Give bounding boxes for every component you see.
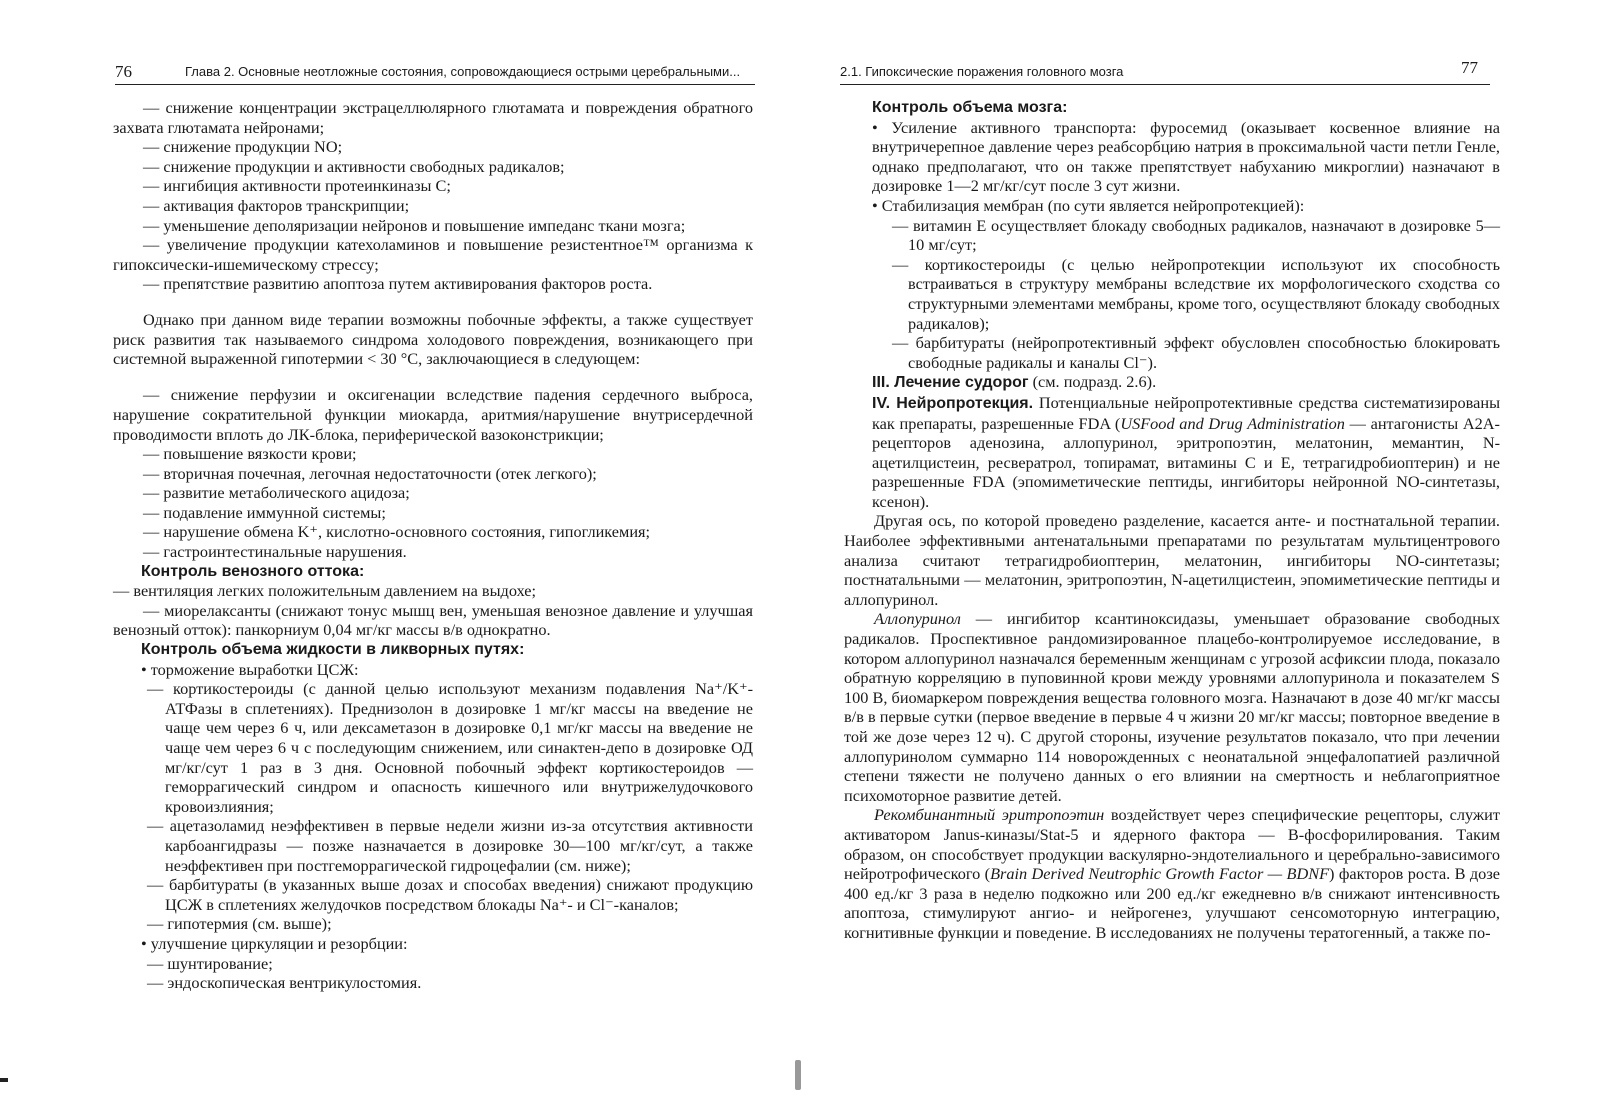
section-iv-text-b: — антагонисты A2A-рецепторов аденозина, аллопуринол, эритропоэтин, мелатонин, мемантин, N-ацетилцистеин, ресвератрол, топирамат, витамины С и Е, тетрагидробиоптерин) и не разрешенные FDA (эпомиметические пептиды, ингибиторы нейронной NO-синтетазы, ксенон). (872, 413, 1500, 511)
text-line: — снижение концентрации экстрацеллюлярного глютамата и повреждения обратного захвата глютамата нейронами; (113, 98, 753, 137)
brain-volume-heading: Контроль объема мозга: (872, 99, 1068, 116)
bdnf-term: Brain Derived Neutrophic Growth Factor — BDNF (990, 864, 1330, 884)
right-running-header (840, 58, 1490, 85)
section-iv-label: IV. Нейропротекция. (872, 394, 1034, 412)
text-line: — активация факторов транскрипции; (143, 195, 410, 215)
section-iii-text: (см. подразд. 2.6). (1028, 372, 1157, 392)
text-line: — уменьшение деполяризации нейронов и повышение импеданс ткани мозга; (143, 215, 686, 235)
right-running-head-title: 2.1. Гипоксические поражения головного мозга (840, 64, 1124, 79)
right-page-number: 77 (1461, 58, 1478, 77)
left-page-body (113, 98, 753, 993)
corticosteroids-item: — кортикостероиды (с целью нейропротекции используют их способность встраиваться в структуру мембраны вследствие их морфологического сходства со структурными элементами мембраны, кроме того, осуществляют блокаду свободных радикалов); (892, 254, 1500, 333)
text-line: — гастроинтестинальные нарушения. (143, 542, 407, 562)
text-line: — подавление иммунной системы; (143, 502, 386, 522)
text-line: — миорелаксанты (снижают тонус мышц вен, уменьшая венозное давление и улучшая венозный отток): панкорниум 0,04 мг/кг массы в/в однократно. (113, 600, 753, 640)
scan-edge-mark (0, 1078, 8, 1082)
erythropoietin-text-a: воздействует через специфические рецепторы, служит активатором Janus-киназы/Stat-5 и ядерного фактора — В-фосфорилирования. Таким образом, он способствует продукции васкулярно-эндотелиального и церебрально-зависимого нейротрофического ( (844, 805, 1500, 884)
section-iii (844, 372, 1500, 393)
allopurinol-text: — ингибитор ксантиноксидазы, уменьшает образование свободных радикалов. Проспективное рандомизированное плацебо-контролируемое исследование, в котором аллопуринол назначался беременным женщинам с угрозой асфиксии плода, показало обратную корреляцию в пуповинной крови между уровнями аллопуринола и показателем S 100 В, биомаркером повреждения вещества головного мозга. Назначают в дозе 40 мг/кг массы в/в в первые сутки (первое введение в первые 4 ч жизни 20 мг/кг массы; повторное введение в той же дозе через 12 ч). С другой стороны, изучение результатов показало, что при лечении аллопуринолом суммарно 114 новорожденных с неонатальной энцефалопатией различной степени тяжести не получено данных о его влиянии на смертность и неблагоприятное психомоторное развитие детей. (844, 609, 1500, 805)
binding-gutter-mark (795, 1060, 801, 1090)
text-line: — повышение вязкости крови; (143, 444, 357, 464)
allopurinol-label: Аллопуринол (874, 609, 961, 629)
fda-expansion: USFood and Drug Administration (1120, 413, 1345, 433)
text-line: — барбитураты (в указанных выше дозах и способах введения) снижают продукцию ЦСЖ в сплетениях желудочков посредством блокады Na⁺- и Cl⁻-каналов; (147, 875, 753, 914)
text-line: — снижение перфузии и оксигенации вследствие падения сердечного выброса, нарушение сократительной функции миокарда, аритмия/нарушение внутрисердечной проводимости вплоть до ЛК-блока, периферической вазоконстрикции; (113, 385, 753, 444)
left-page-number: 76 (115, 62, 132, 81)
text-line: — увеличение продукции катехоламинов и повышение резистентное™ организма к гипоксически-ишемическому стрессу; (113, 235, 753, 274)
active-transport-paragraph: • Усиление активного транспорта: фуросемид (оказывает косвенное влияние на внутричерепное давление через реабсорбцию натрия в проксимальной части петли Генле, однако предполагают, что он также препятствует набуханию микроглии) назначают в дозировке 1—2 мг/кг/сут после 3 сут жизни. (872, 117, 1500, 196)
erythropoietin-paragraph (844, 805, 1500, 942)
text-line: — препятствие развитию апоптоза путем активирования факторов роста. (143, 274, 653, 294)
text-line: — нарушение обмена K⁺, кислотно-основного состояния, гипогликемия; (143, 522, 651, 542)
text-line: — вторичная почечная, легочная недостаточности (отек легкого); (143, 463, 597, 483)
text-line: — ацетазоламид неэффективен в первые недели жизни из-за отсутствия активности карбоангидразы — позже назначается в дозировке 30—100 мг/кг/сут, а также неэффективен при постгеморрагической гидроцефалии (см. ниже); (147, 816, 753, 875)
text-line: — кортикостероиды (с данной целью используют механизм подавления Na⁺/K⁺-АТФазы в сплетениях). Преднизолон в дозировке 1 мг/кг массы на введение не чаще чем через 6 ч, или дексаметазон в дозировке 0,1 мг/кг массы на введение не чаще чем через 6 ч с последующим снижением, или синактен-депо в дозировке ОД мг/кг/сут 1 раз в 3 дня. Основной побочный эффект кортикостероидов — геморрагический синдром и опасность кишечного или внутрижелудочкового кровоизлияния; (147, 679, 753, 816)
text-line: — эндоскопическая вентрикулостомия. (147, 973, 422, 993)
left-page (0, 0, 790, 1110)
section-iii-label: III. Лечение судорог (872, 374, 1029, 392)
section-heading: Контроль венозного оттока: (141, 562, 365, 580)
vitamin-e-item: — витамин Е осуществляет блокаду свободных радикалов, назначают в дозировке 5—10 мг/сут; (892, 215, 1500, 255)
right-page (820, 0, 1600, 1110)
text-line: — развитие метаболического ацидоза; (143, 483, 410, 503)
left-running-head-title: Глава 2. Основные неотложные состояния, сопровождающиеся острыми церебральными... (185, 64, 741, 79)
barbiturates-item: — барбитураты (нейропротективный эффект обусловлен способностью блокировать свободные радикалы и каналы Cl⁻). (892, 333, 1500, 372)
erythropoietin-text-b: ) факторов роста. В дозе 400 ед./кг 3 раза в неделю подкожно или 200 ед./кг ежедневно в/в снижают интенсивность апоптоза, стимулируют ангио- и нейрогенез, улучшают сенсомоторную интеграцию, когнитивные функции и поведение. В исследованиях не получены тератогенный, а также по- (844, 864, 1500, 942)
text-line: • улучшение циркуляции и резорбции: (141, 933, 408, 953)
allopurinol-paragraph (844, 609, 1500, 805)
section-iv (844, 393, 1500, 512)
text-line: — снижение продукции NO; (143, 137, 343, 157)
text-line: — гипотермия (см. выше); (147, 914, 332, 934)
section-iv-text-a: Потенциальные нейропротективные средства систематизированы как препараты, разрешенные FDA ( (872, 392, 1501, 433)
right-page-body (844, 98, 1500, 943)
text-line: — снижение продукции и активности свободных радикалов; (143, 156, 565, 176)
text-line: Однако при данном виде терапии возможны побочные эффекты, а также существует риск развития так называемого синдрома холодового повреждения, возникающего при системной выраженной гипотермии < 30 °С, заключающиеся в следующем: (113, 310, 753, 369)
membrane-stabilization-item: • Стабилизация мембран (по сути является нейропротекцией): (872, 195, 1305, 215)
therapy-axis-paragraph: Другая ось, по которой проведено разделение, касается анте- и постнатальной терапии. Наиболее эффективными антенатальными препаратами по результатам мультицентрового анализа считают тетрагидробиоптерин, мелатонин, ингибиторы NO-синтетазы; постнатальными — мелатонин, эритропоэтин, N-ацетилцистеин, эпомиметические пептиды и аллопуринол. (844, 511, 1500, 609)
erythropoietin-label: Рекомбинантный эритропоэтин (874, 805, 1105, 825)
left-running-header (115, 58, 755, 85)
text-line: — шунтирование; (147, 953, 273, 973)
section-heading: Контроль объема жидкости в ликворных путях: (141, 641, 525, 659)
text-line: • торможение выработки ЦСЖ: (141, 659, 359, 679)
text-line: — вентиляция легких положительным давлением на выдохе; (113, 581, 537, 601)
text-line: — ингибиция активности протеинкиназы C; (143, 176, 451, 196)
